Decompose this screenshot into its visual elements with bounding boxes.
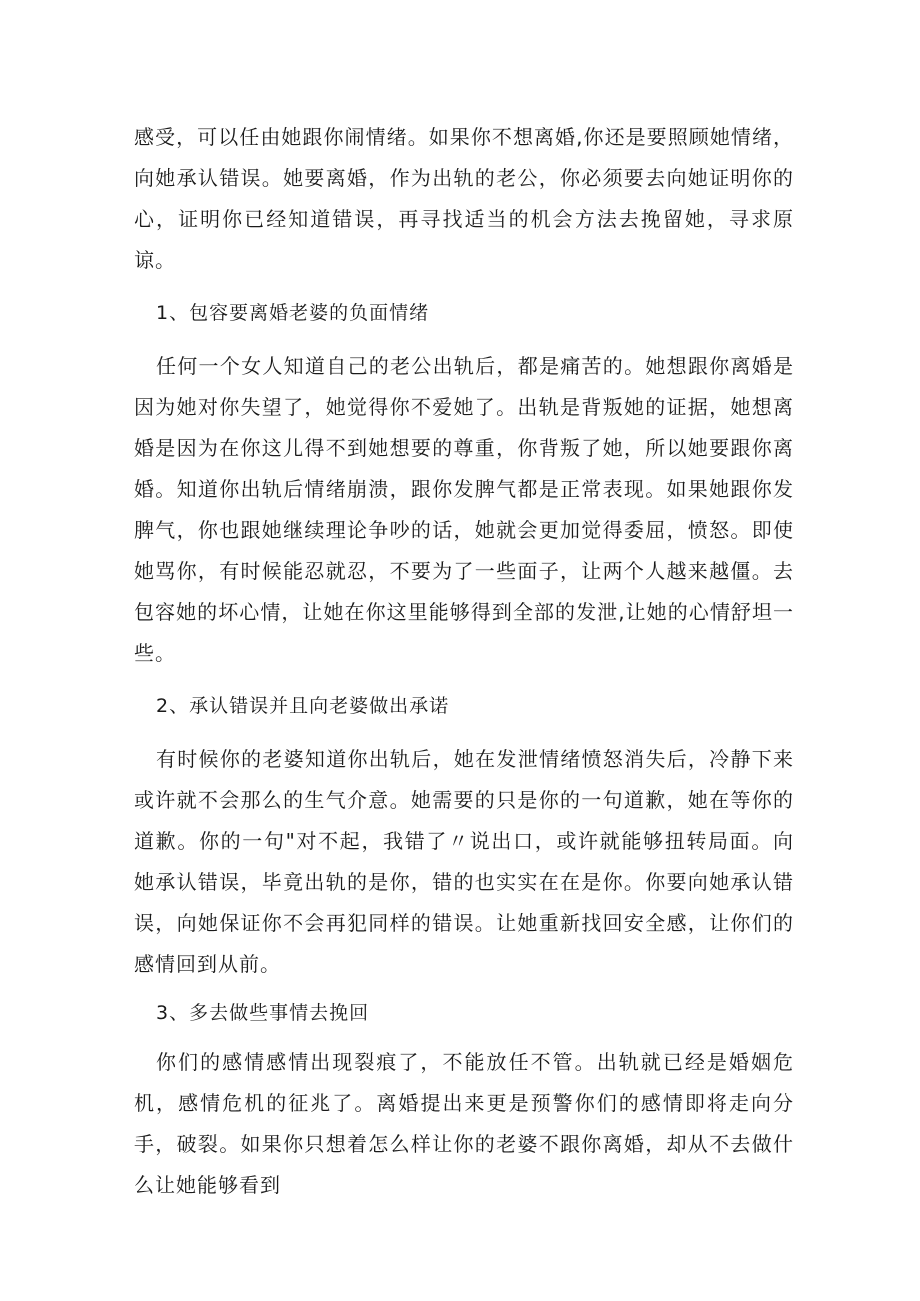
paragraph-section-2: 有时候你的老婆知道你出轨后，她在发泄情绪愤怒消失后，冷静下来或许就不会那么的生气介意。她需要的只是你的一句道歉，她在等你的道歉。你的一句"对不起，我错了〃说出口，或许就能够扭转局面。向她承认错误，毕竟出轨的是你，错的也实实在在是你。你要向她承认错误，向她保证你不会再犯同样的错误。让她重新找回安全感，让你们的感情回到从前。 — [134, 747, 794, 976]
section-heading-2: 2、承认错误并且向老婆做出承诺 — [156, 695, 450, 717]
document-body — [134, 117, 794, 1206]
paragraph-section-3: 你们的感情感情出现裂痕了，不能放任不管。出轨就已经是婚姻危机，感情危机的征兆了。离婚提出来更是预警你们的感情即将走向分手，破裂。如果你只想着怎么样让你的老婆不跟你离婚，却从不去做什么让她能够看到 — [134, 1050, 794, 1197]
section-heading-1: 1、包容要离婚老婆的负面情绪 — [156, 302, 430, 324]
section-heading-3: 3、多去做些事情去挽回 — [156, 1002, 370, 1024]
paragraph-intro: 感受，可以任由她跟你闹情绪。如果你不想离婚,你还是要照顾她情绪，向她承认错误。她要离婚，作为出轨的老公，你必须要去向她证明你的心，证明你已经知道错误，再寻找适当的机会方法去挽留她，寻求原谅。 — [134, 125, 794, 272]
paragraph-section-1: 任何一个女人知道自己的老公出轨后，都是痛苦的。她想跟你离婚是因为她对你失望了，她觉得你不爱她了。出轨是背叛她的证据，她想离婚是因为在你这儿得不到她想要的尊重，你背叛了她，所以她要跟你离婚。知道你出轨后情绪崩溃，跟你发脾气都是正常表现。如果她跟你发脾气，你也跟她继续理论争吵的话，她就会更加觉得委屈，愤怒。即使她骂你，有时候能忍就忍，不要为了一些面子，让两个人越来越僵。去包容她的坏心情，让她在你这里能够得到全部的发泄,让她的心情舒坦一些。 — [134, 354, 794, 665]
